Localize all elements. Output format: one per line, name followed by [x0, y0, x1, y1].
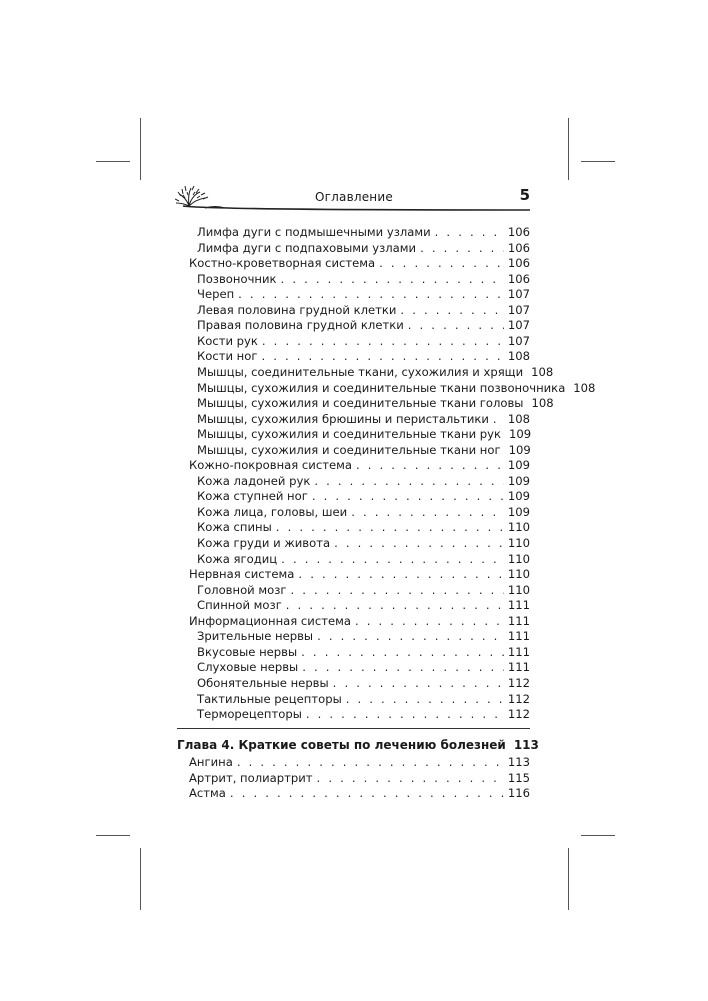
- toc-entry[interactable]: [189, 771, 530, 786]
- toc-entry[interactable]: [189, 458, 530, 473]
- toc-entry-label: Слуховые нервы: [197, 660, 299, 675]
- toc-entry[interactable]: [197, 552, 530, 567]
- toc-entry-label: Кожа спины: [197, 520, 272, 535]
- toc-entry[interactable]: [197, 474, 530, 489]
- toc-entry-label: Информационная система: [189, 613, 351, 628]
- toc-entry-label: Левая половина грудной клетки: [197, 302, 397, 317]
- toc-entry[interactable]: [197, 489, 530, 504]
- leader-dots: [379, 256, 504, 270]
- crop-mark-bottom-right-vertical: [568, 848, 569, 910]
- toc-entry[interactable]: [189, 567, 530, 582]
- toc-entry-label: Ангина: [189, 755, 233, 770]
- toc-entry-label: Кожа ладоней рук: [197, 473, 311, 488]
- toc-entry-label: Лимфа дуги с подпаховыми узлами: [197, 240, 417, 255]
- leader-dots: [333, 676, 504, 690]
- toc-entry[interactable]: [197, 334, 530, 349]
- leader-dots: [435, 225, 504, 239]
- toc-entry-page: 109: [507, 473, 530, 488]
- crop-mark-top-right-horizontal: [581, 161, 615, 162]
- toc-entry-page: 111: [507, 644, 530, 659]
- toc-entry-page: 110: [507, 551, 530, 566]
- toc-entry[interactable]: [197, 583, 530, 598]
- toc-entry[interactable]: [197, 412, 530, 427]
- leader-dots: [262, 334, 504, 348]
- toc-entry[interactable]: [197, 598, 530, 613]
- toc-entry-page: 109: [507, 504, 530, 519]
- toc-entry-page: 109: [508, 442, 531, 457]
- toc-entry-page: 111: [507, 660, 530, 675]
- toc-entry-label: Мышцы, сухожилия и соединительные ткани рук: [197, 427, 502, 442]
- toc-entry-page: 116: [507, 786, 530, 801]
- leader-dots: [298, 567, 503, 581]
- toc-entry[interactable]: [197, 349, 530, 364]
- toc-entry-label: Кожа груди и живота: [197, 536, 331, 550]
- toc-entry[interactable]: [197, 520, 530, 535]
- toc-entry[interactable]: [197, 272, 530, 287]
- toc-entry[interactable]: [197, 303, 530, 318]
- toc-entry-label: Мышцы, соединительные ткани, сухожилия и хрящи: [197, 364, 524, 379]
- toc-entry[interactable]: [189, 614, 530, 629]
- toc-entry-label: Нервная система: [189, 567, 295, 582]
- toc-entry-label: Обонятельные нервы: [197, 675, 329, 690]
- leader-dots: [276, 520, 504, 534]
- toc-entry-page: 109: [507, 458, 530, 473]
- toc-entry-label: Позвоночник: [197, 271, 277, 286]
- toc-entry-page: 109: [509, 427, 532, 442]
- leader-dots: [351, 505, 504, 519]
- leader-dots: [355, 614, 504, 628]
- toc-entry-page: 110: [507, 536, 530, 550]
- toc-entry[interactable]: [197, 318, 530, 333]
- toc-entry-label: Тактильные рецепторы: [197, 691, 342, 706]
- leader-dots: [400, 303, 503, 317]
- toc-entry[interactable]: [197, 629, 530, 644]
- running-header: [175, 184, 530, 214]
- toc-entry-label: Костно-кроветворная система: [189, 256, 376, 271]
- toc-entry-page: 107: [507, 333, 530, 348]
- toc-entry-label: Лимфа дуги с подмышечными узлами: [197, 225, 431, 239]
- toc-entry-page: 113: [507, 755, 530, 770]
- toc-entry-label: Головной мозг: [197, 582, 287, 597]
- toc-entry-page: 108: [573, 380, 596, 395]
- toc-entry[interactable]: [197, 443, 530, 458]
- toc-entry-page: 107: [507, 287, 530, 302]
- toc-entry-label: Кожа лица, головы, шеи: [197, 504, 348, 519]
- chapter-entry[interactable]: [177, 737, 539, 753]
- toc-entry-page: 106: [507, 256, 530, 271]
- toc-entry[interactable]: [197, 692, 530, 707]
- toc-entry-page: 108: [531, 364, 554, 379]
- toc-entry-label: Кости рук: [197, 333, 258, 348]
- chapter-separator: [177, 728, 530, 729]
- leader-dots: [346, 692, 504, 706]
- toc-entry[interactable]: [197, 676, 530, 691]
- toc-entry-page: 111: [507, 629, 530, 644]
- toc-entry-page: 107: [507, 318, 530, 333]
- crop-mark-top-right-vertical: [568, 118, 569, 180]
- toc-entry[interactable]: [197, 380, 596, 396]
- toc-entry[interactable]: [197, 645, 530, 660]
- header-title: Оглавление: [315, 190, 393, 204]
- leader-dots: [493, 412, 504, 426]
- leader-dots: [261, 349, 503, 363]
- crop-mark-top-left-vertical: [140, 118, 141, 180]
- crop-mark-top-left-horizontal: [96, 161, 130, 162]
- leader-dots: [301, 645, 504, 659]
- toc-entry-label: Кожно-покровная система: [189, 458, 352, 473]
- toc-entry-page: 111: [507, 613, 530, 628]
- leader-dots: [238, 287, 504, 301]
- toc-entry[interactable]: [197, 707, 530, 722]
- toc-entry-page: 110: [507, 567, 530, 582]
- leader-dots: [420, 241, 504, 255]
- toc-entry[interactable]: [197, 427, 530, 442]
- toc-entry-page: 111: [507, 598, 530, 613]
- toc-entry-label: Зрительные нервы: [197, 629, 314, 644]
- toc-entry-page: 115: [507, 770, 530, 785]
- leader-dots: [356, 458, 504, 472]
- toc-entry-label: Кожа ступней ног: [197, 489, 308, 504]
- toc-entry-label: Мышцы, сухожилия и соединительные ткани позвоночника: [197, 380, 566, 395]
- toc-entry-page: 112: [507, 691, 530, 706]
- toc-entry-label: Мышцы, сухожилия и соединительные ткани ног: [197, 442, 501, 457]
- toc-entry[interactable]: [189, 256, 530, 271]
- leader-dots: [230, 786, 504, 800]
- leader-dots: [281, 552, 504, 566]
- toc-entry-page: 106: [507, 271, 530, 286]
- toc-entry-page: 108: [507, 411, 530, 426]
- leader-dots: [281, 272, 504, 286]
- toc-entry-label: Спинной мозг: [197, 598, 282, 613]
- leader-dots: [302, 660, 504, 674]
- toc-entry[interactable]: [197, 660, 530, 675]
- toc-entry[interactable]: [189, 755, 530, 770]
- page-number: 5: [519, 186, 530, 204]
- toc-entry[interactable]: [197, 241, 530, 256]
- toc-entry-label: Кости ног: [197, 349, 258, 364]
- leader-dots: [286, 598, 504, 612]
- leader-dots: [317, 629, 504, 643]
- toc-entry-label: Правая половина грудной клетки: [197, 318, 404, 333]
- crop-mark-bottom-left-vertical: [140, 848, 141, 910]
- leader-dots: [312, 489, 504, 503]
- toc-entry-label: Мышцы, сухожилия и соединительные ткани головы: [197, 396, 524, 411]
- toc-entry[interactable]: [197, 225, 530, 240]
- toc-entry-label: Мышцы, сухожилия брюшины и перистальтики: [197, 411, 489, 426]
- leader-dots: [291, 583, 504, 597]
- leader-dots: [314, 474, 504, 488]
- toc-entry-page: 110: [507, 520, 530, 535]
- toc-entry-label: Астма: [189, 786, 226, 801]
- toc-entry-page: 108: [531, 396, 554, 411]
- crop-mark-bottom-left-horizontal: [96, 835, 130, 836]
- toc-entry-page: 112: [507, 707, 530, 722]
- toc-entry-page: 106: [507, 225, 530, 239]
- leader-dots: [334, 536, 504, 550]
- toc-entry-label: Артрит, полиартрит: [189, 770, 313, 785]
- toc-entry[interactable]: [197, 287, 530, 302]
- leader-dots: [237, 755, 504, 769]
- toc-entry[interactable]: [197, 364, 554, 380]
- toc-entry-page: 109: [507, 489, 530, 504]
- toc-entry-page: 112: [507, 675, 530, 690]
- toc-entry-page: 110: [507, 582, 530, 597]
- toc-entry-label: Терморецепторы: [197, 707, 302, 722]
- toc-entry[interactable]: [189, 786, 530, 801]
- toc-entry-label: Череп: [197, 287, 235, 302]
- toc-entry-page: 108: [507, 349, 530, 364]
- toc-entry-page: 113: [513, 737, 539, 752]
- toc-entry[interactable]: [197, 505, 530, 520]
- toc-entry-label: Вкусовые нервы: [197, 644, 298, 659]
- toc-entry-page: 106: [507, 240, 530, 255]
- toc-entry-page: 107: [507, 302, 530, 317]
- crop-mark-bottom-right-horizontal: [581, 835, 615, 836]
- leader-dots: [408, 318, 504, 332]
- toc-entry-label: Кожа ягодиц: [197, 551, 278, 566]
- toc-entry-label: Глава 4. Краткие советы по лечению болезней: [177, 737, 506, 752]
- leader-dots: [306, 707, 504, 721]
- leader-dots: [317, 771, 504, 785]
- toc-entry[interactable]: [197, 396, 554, 411]
- toc-entry[interactable]: [197, 536, 530, 551]
